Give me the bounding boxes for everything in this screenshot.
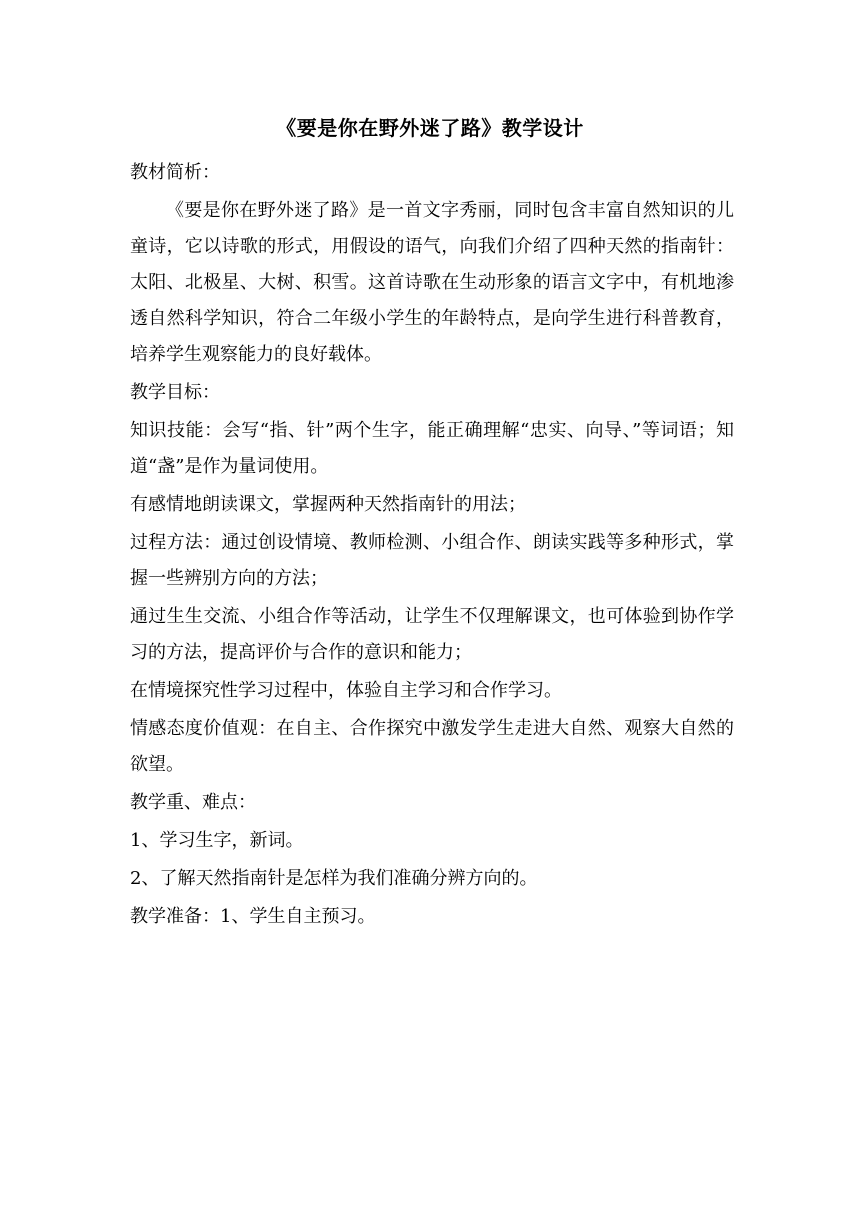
paragraph-reading: 有感情地朗读课文，掌握两种天然指南针的用法； [130,494,526,515]
paragraph-analysis: 《要是你在野外迷了路》是一首文字秀丽，同时包含丰富自然知识的儿童诗，它以诗歌的形式，用假设的语气，向我们介绍了四种天然的指南针：太阳、北极星、大树、积雪。这首诗歌在生动形象的语言文字中，有机地渗透自然科学知识，符合二年级小学生的年龄特点，是向学生进行科普教育，培养学生观察能力的良好载体。 [130,200,734,365]
section-heading-key-points: 教学重、难点： [130,792,256,813]
section-heading-objectives: 教学目标： [130,382,220,403]
paragraph-knowledge-skills: 知识技能：会写“指、针”两个生字，能正确理解“忠实、向导、”等词语；知道“盏”是作为量词使用。 [130,420,734,477]
list-item-key-point-1: 1、学习生字，新词。 [130,830,304,851]
paragraph-cooperation: 通过生生交流、小组合作等活动，让学生不仅理解课文，也可体验到协作学习的方法，提高评价与合作的意识和能力； [130,606,734,663]
paragraph-preparation: 教学准备：1、学生自主预习。 [130,906,376,927]
paragraph-process-methods: 过程方法：通过创设情境、教师检测、小组合作、朗读实践等多种形式，掌握一些辨别方向的方法； [130,532,734,589]
paragraph-inquiry: 在情境探究性学习过程中，体验自主学习和合作学习。 [130,680,562,701]
document-title: 《要是你在野外迷了路》教学设计 [276,116,584,140]
list-item-key-point-2: 2、了解天然指南针是怎样为我们准确分辨方向的。 [130,868,538,889]
document-body [130,155,734,937]
paragraph-emotion-values: 情感态度价值观：在自主、合作探究中激发学生走进大自然、观察大自然的欲望。 [130,718,734,775]
section-heading-analysis: 教材简析： [130,162,220,183]
